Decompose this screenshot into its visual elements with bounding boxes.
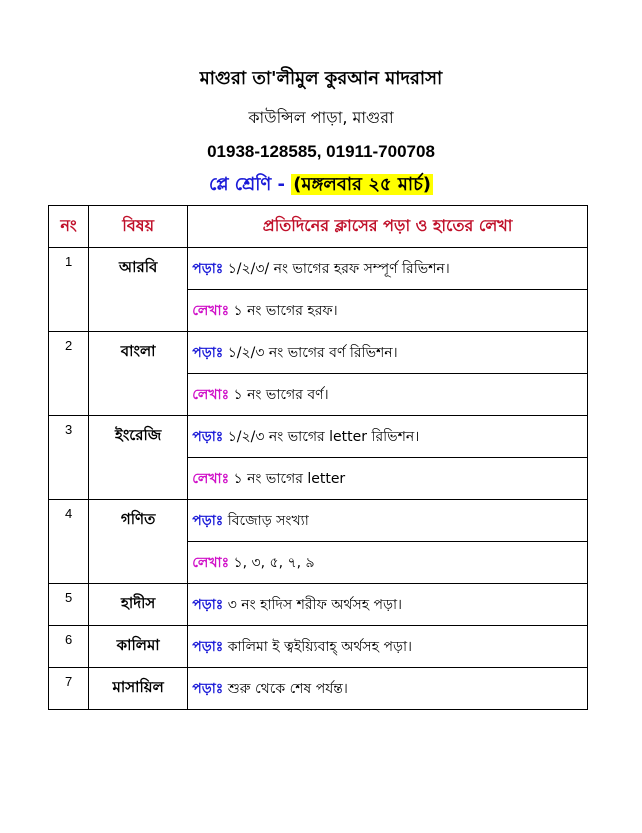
row-number: 5 <box>49 584 89 626</box>
row-subject: ইংরেজি <box>89 416 188 500</box>
table-row <box>49 584 588 626</box>
reading-cell <box>188 248 588 290</box>
table-header-row <box>49 206 588 248</box>
reading-label: পড়াঃ <box>192 428 224 445</box>
writing-cell <box>188 290 588 332</box>
class-name: প্লে শ্রেণি <box>208 174 272 195</box>
table-row <box>49 416 588 458</box>
reading-text: শুরু থেকে শেষ পর্যন্ত। <box>227 680 348 697</box>
reading-cell <box>188 500 588 542</box>
row-subject: বাংলা <box>89 332 188 416</box>
row-subject: আরবি <box>89 248 188 332</box>
row-number: 3 <box>49 416 89 500</box>
class-heading <box>0 170 642 201</box>
writing-text: ১ নং ভাগের বর্ণ। <box>233 386 329 403</box>
writing-text: ১ নং ভাগের হরফ। <box>233 302 338 319</box>
writing-text: ১, ৩, ৫, ৭, ৯ <box>233 554 315 571</box>
row-number: 7 <box>49 668 89 710</box>
reading-cell <box>188 332 588 374</box>
class-date: (মঙ্গলবার ২৫ মার্চ) <box>293 174 432 195</box>
writing-cell <box>188 542 588 584</box>
header-daily-work: প্রতিদিনের ক্লাসের পড়া ও হাতের লেখা <box>188 206 588 248</box>
reading-text: ১/২/৩/ নং ভাগের হরফ সম্পূর্ণ রিভিশন। <box>227 260 450 277</box>
contact-phones: 01938-128585, 01911-700708 <box>207 142 435 161</box>
row-number: 6 <box>49 626 89 668</box>
reading-label: পড়াঃ <box>192 344 224 361</box>
row-number: 1 <box>49 248 89 332</box>
table-row <box>49 668 588 710</box>
row-number: 2 <box>49 332 89 416</box>
writing-label: লেখাঃ <box>192 554 230 571</box>
table-row <box>49 626 588 668</box>
madrasa-title: মাগুরা তা'লীমুল কুরআন মাদরাসা <box>199 68 443 89</box>
routine-table <box>48 205 588 710</box>
table-row <box>49 332 588 374</box>
reading-label: পড়াঃ <box>192 638 224 655</box>
class-separator: - <box>271 174 292 195</box>
row-number: 4 <box>49 500 89 584</box>
writing-text: ১ নং ভাগের letter <box>233 470 346 487</box>
reading-label: পড়াঃ <box>192 512 224 529</box>
reading-text: ১/২/৩ নং ভাগের letter রিভিশন। <box>227 428 420 445</box>
writing-label: লেখাঃ <box>192 386 230 403</box>
table-row <box>49 500 588 542</box>
reading-label: পড়াঃ <box>192 596 224 613</box>
writing-cell <box>188 374 588 416</box>
header-number: নং <box>49 206 89 248</box>
header-subject: বিষয় <box>89 206 188 248</box>
row-subject: গণিত <box>89 500 188 584</box>
reading-label: পড়াঃ <box>192 680 224 697</box>
reading-cell <box>188 626 588 668</box>
page-header <box>0 64 642 201</box>
reading-text: বিজোড় সংখ্যা <box>227 512 309 529</box>
reading-label: পড়াঃ <box>192 260 224 277</box>
row-subject: মাসায়িল <box>89 668 188 710</box>
reading-text: ৩ নং হাদিস শরীফ অর্থসহ পড়া। <box>227 596 403 613</box>
reading-cell <box>188 416 588 458</box>
reading-cell <box>188 668 588 710</box>
row-subject: কালিমা <box>89 626 188 668</box>
writing-label: লেখাঃ <box>192 470 230 487</box>
reading-text: ১/২/৩ নং ভাগের বর্ণ রিভিশন। <box>227 344 398 361</box>
writing-cell <box>188 458 588 500</box>
row-subject: হাদীস <box>89 584 188 626</box>
reading-cell <box>188 584 588 626</box>
writing-label: লেখাঃ <box>192 302 230 319</box>
table-row <box>49 248 588 290</box>
reading-text: কালিমা ই ত্বইয়্যিবাহ্ অর্থসহ পড়া। <box>227 638 413 655</box>
madrasa-address: কাউন্সিল পাড়া, মাগুরা <box>248 108 394 127</box>
